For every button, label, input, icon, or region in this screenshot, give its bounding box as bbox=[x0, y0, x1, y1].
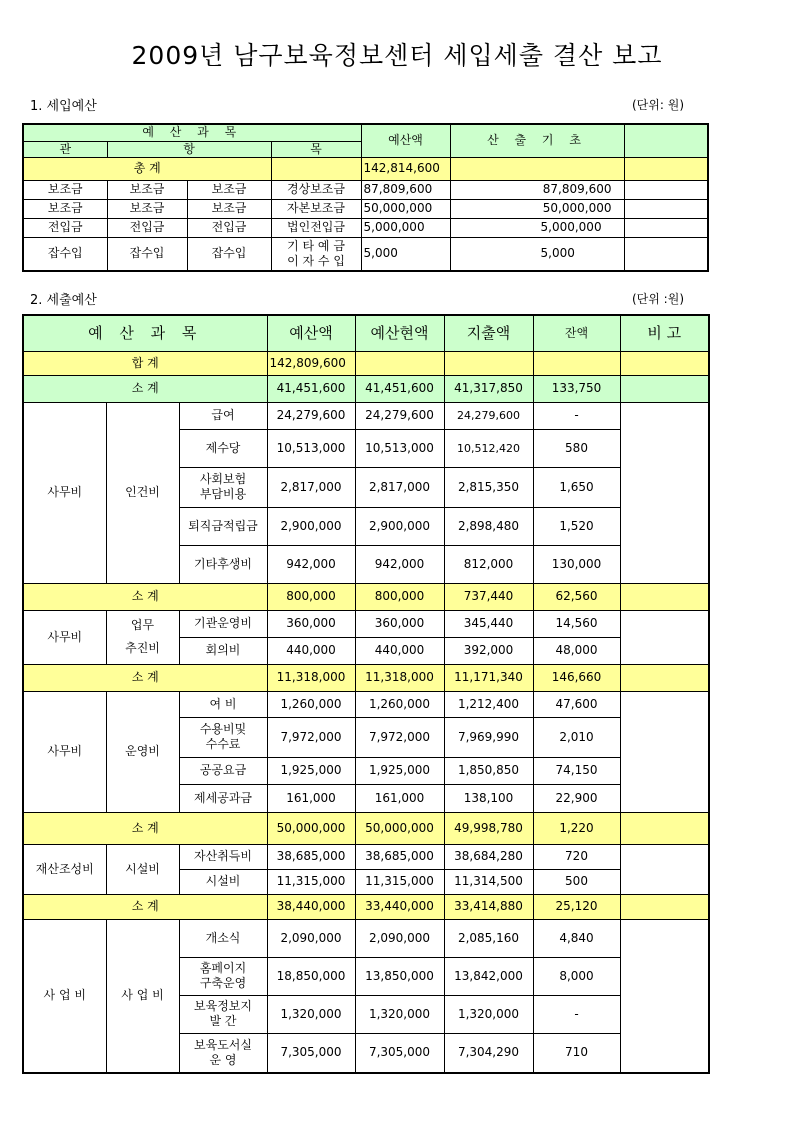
hang-line-2: 추진비 bbox=[125, 641, 160, 655]
current-cell: 11,315,000 bbox=[355, 869, 444, 894]
budget-cell: 2,817,000 bbox=[267, 467, 355, 507]
subtotal-budget: 50,000,000 bbox=[267, 812, 355, 844]
balance-cell: 710 bbox=[533, 1033, 620, 1073]
mok-cell: 제수당 bbox=[179, 429, 267, 467]
revenue-unit: (단위: 원) bbox=[632, 98, 684, 112]
note-cell bbox=[620, 919, 709, 1073]
note-cell bbox=[620, 402, 709, 583]
total-blank bbox=[271, 157, 361, 180]
subtotal-spent: 737,440 bbox=[444, 583, 533, 610]
grand-total-label: 합 계 bbox=[23, 351, 267, 375]
gwan-cell: 사무비 bbox=[23, 691, 106, 812]
mok-cell bbox=[179, 995, 267, 1033]
subtotal-balance: 146,660 bbox=[533, 664, 620, 691]
subtotal-spent: 33,414,880 bbox=[444, 894, 533, 919]
expense-unit: (단위 :원) bbox=[632, 292, 684, 306]
basis-cell: 5,000,000 bbox=[450, 218, 624, 237]
note-cell bbox=[620, 844, 709, 894]
balance-cell: 580 bbox=[533, 429, 620, 467]
header-blank bbox=[624, 124, 708, 157]
current-cell: 38,685,000 bbox=[355, 844, 444, 869]
grand-total-budget: 142,809,600 bbox=[267, 351, 355, 375]
balance-cell: 4,840 bbox=[533, 919, 620, 957]
subtotal-note bbox=[620, 894, 709, 919]
mok-line-1: 보육도서실 bbox=[194, 1037, 252, 1052]
total-basis bbox=[450, 157, 624, 180]
note-cell bbox=[624, 218, 708, 237]
subtotal-balance: 25,120 bbox=[533, 894, 620, 919]
subtotal-row bbox=[23, 664, 709, 691]
spent-cell: 1,850,850 bbox=[444, 757, 533, 784]
subtotal-note bbox=[620, 664, 709, 691]
spent-cell: 2,085,160 bbox=[444, 919, 533, 957]
mok-line-1: 사회보험 bbox=[199, 472, 247, 486]
subtotal-budget: 11,318,000 bbox=[267, 664, 355, 691]
current-cell: 440,000 bbox=[355, 637, 444, 664]
mok-line-1: 보육정보지 bbox=[194, 999, 252, 1013]
subtotal-current: 11,318,000 bbox=[355, 664, 444, 691]
balance-cell: - bbox=[533, 402, 620, 429]
subtotal-current: 41,451,600 bbox=[355, 375, 444, 402]
subtotal-note bbox=[620, 375, 709, 402]
budget-cell: 24,279,600 bbox=[267, 402, 355, 429]
subtotal-row bbox=[23, 375, 709, 402]
mok-cell: 공공요금 bbox=[179, 757, 267, 784]
budget-cell: 440,000 bbox=[267, 637, 355, 664]
budget-cell: 7,972,000 bbox=[267, 717, 355, 757]
expense-table bbox=[22, 314, 710, 1074]
subtotal-note bbox=[620, 583, 709, 610]
budget-cell: 7,305,000 bbox=[267, 1033, 355, 1073]
balance-cell: 130,000 bbox=[533, 545, 620, 583]
spent-cell: 1,212,400 bbox=[444, 691, 533, 717]
subtotal-label: 소 계 bbox=[23, 664, 267, 691]
mok-cell: 보조금 bbox=[187, 199, 271, 218]
note-cell bbox=[624, 199, 708, 218]
note-cell bbox=[624, 180, 708, 199]
subtotal-balance: 62,560 bbox=[533, 583, 620, 610]
current-cell: 7,305,000 bbox=[355, 1033, 444, 1073]
spent-cell: 2,898,480 bbox=[444, 507, 533, 545]
spent-cell: 11,314,500 bbox=[444, 869, 533, 894]
subtotal-row bbox=[23, 583, 709, 610]
basis-cell: 50,000,000 bbox=[450, 199, 624, 218]
mok-line-1: 홈페이지 bbox=[199, 961, 247, 975]
table-row bbox=[23, 919, 709, 957]
mok-line-2: 부담비용 bbox=[199, 487, 247, 501]
hang-cell bbox=[106, 610, 179, 664]
gwan-cell: 사무비 bbox=[23, 402, 106, 583]
budget-cell: 1,320,000 bbox=[267, 995, 355, 1033]
header-basis: 산 출 기 초 bbox=[450, 124, 624, 157]
balance-cell: 8,000 bbox=[533, 957, 620, 995]
subtotal-row bbox=[23, 894, 709, 919]
mok-cell: 자산취득비 bbox=[179, 844, 267, 869]
mok-cell bbox=[179, 467, 267, 507]
table-row bbox=[23, 844, 709, 869]
current-cell: 2,817,000 bbox=[355, 467, 444, 507]
current-cell: 161,000 bbox=[355, 784, 444, 812]
grand-total-balance bbox=[533, 351, 620, 375]
subtotal-current: 50,000,000 bbox=[355, 812, 444, 844]
mok-cell: 시설비 bbox=[179, 869, 267, 894]
sub-line-2: 이 자 수 입 bbox=[287, 253, 345, 268]
table-row bbox=[23, 691, 709, 717]
hang-cell: 시설비 bbox=[106, 844, 179, 894]
mok-cell: 기타후생비 bbox=[179, 545, 267, 583]
hang-cell: 보조금 bbox=[107, 180, 187, 199]
spent-cell: 13,842,000 bbox=[444, 957, 533, 995]
mok-cell: 보조금 bbox=[187, 180, 271, 199]
balance-cell: 1,650 bbox=[533, 467, 620, 507]
mok-cell: 퇴직금적립금 bbox=[179, 507, 267, 545]
hang-cell: 전입금 bbox=[107, 218, 187, 237]
spent-cell: 24,279,600 bbox=[444, 402, 533, 429]
total-note bbox=[624, 157, 708, 180]
mok-cell bbox=[179, 957, 267, 995]
note-cell bbox=[620, 610, 709, 664]
current-cell: 24,279,600 bbox=[355, 402, 444, 429]
budget-cell: 942,000 bbox=[267, 545, 355, 583]
table-row bbox=[23, 199, 708, 218]
gwan-cell: 전입금 bbox=[23, 218, 107, 237]
gwan-cell: 보조금 bbox=[23, 180, 107, 199]
current-cell: 2,090,000 bbox=[355, 919, 444, 957]
hang-cell: 잡수입 bbox=[107, 237, 187, 271]
expense-section-title: 2. 세출예산 bbox=[30, 293, 97, 308]
gwan-cell: 보조금 bbox=[23, 199, 107, 218]
balance-cell: 22,900 bbox=[533, 784, 620, 812]
basis-cell: 5,000 bbox=[450, 237, 624, 271]
grand-total-note bbox=[620, 351, 709, 375]
basis-cell: 87,809,600 bbox=[450, 180, 624, 199]
current-cell: 360,000 bbox=[355, 610, 444, 637]
budget-cell: 1,260,000 bbox=[267, 691, 355, 717]
gwan-cell: 사무비 bbox=[23, 610, 106, 664]
subtotal-note bbox=[620, 812, 709, 844]
mok-cell: 전입금 bbox=[187, 218, 271, 237]
hang-cell: 보조금 bbox=[107, 199, 187, 218]
gwan-cell: 사 업 비 bbox=[23, 919, 106, 1073]
gwan-cell: 재산조성비 bbox=[23, 844, 106, 894]
current-cell: 13,850,000 bbox=[355, 957, 444, 995]
mok-line-2: 발 간 bbox=[209, 1014, 237, 1028]
subtotal-label: 소 계 bbox=[23, 583, 267, 610]
header-note: 비 고 bbox=[620, 315, 709, 351]
sub-cell bbox=[271, 237, 361, 271]
mok-cell: 제세공과금 bbox=[179, 784, 267, 812]
mok-cell: 기관운영비 bbox=[179, 610, 267, 637]
current-cell: 1,320,000 bbox=[355, 995, 444, 1033]
header-gwan: 관 bbox=[23, 141, 107, 157]
current-cell: 2,900,000 bbox=[355, 507, 444, 545]
balance-cell: 500 bbox=[533, 869, 620, 894]
budget-cell: 1,925,000 bbox=[267, 757, 355, 784]
balance-cell: 47,600 bbox=[533, 691, 620, 717]
mok-line-2: 수수료 bbox=[205, 737, 241, 751]
budget-cell: 161,000 bbox=[267, 784, 355, 812]
current-cell: 1,260,000 bbox=[355, 691, 444, 717]
budget-cell: 11,315,000 bbox=[267, 869, 355, 894]
table-row bbox=[23, 402, 709, 429]
hang-cell: 운영비 bbox=[106, 691, 179, 812]
subtotal-budget: 800,000 bbox=[267, 583, 355, 610]
total-value: 142,814,600 bbox=[361, 157, 450, 180]
mok-cell: 잡수입 bbox=[187, 237, 271, 271]
header-category: 예 산 과 목 bbox=[23, 315, 267, 351]
header-budget: 예산액 bbox=[267, 315, 355, 351]
revenue-section-title: 1. 세입예산 bbox=[30, 99, 97, 114]
current-cell: 1,925,000 bbox=[355, 757, 444, 784]
mok-cell bbox=[179, 1033, 267, 1073]
sub-line-1: 기 타 예 금 bbox=[287, 238, 345, 253]
header-category: 예 산 과 목 bbox=[23, 124, 361, 141]
mok-cell bbox=[179, 717, 267, 757]
mok-line-2: 운 영 bbox=[209, 1052, 237, 1067]
balance-cell: 74,150 bbox=[533, 757, 620, 784]
gwan-cell: 잡수입 bbox=[23, 237, 107, 271]
current-cell: 942,000 bbox=[355, 545, 444, 583]
header-spent: 지출액 bbox=[444, 315, 533, 351]
spent-cell: 1,320,000 bbox=[444, 995, 533, 1033]
budget-cell: 5,000 bbox=[361, 237, 450, 271]
header-budget: 예산액 bbox=[361, 124, 450, 157]
mok-cell: 급여 bbox=[179, 402, 267, 429]
balance-cell: 14,560 bbox=[533, 610, 620, 637]
spent-cell: 10,512,420 bbox=[444, 429, 533, 467]
header-mok: 목 bbox=[271, 141, 361, 157]
header-balance: 잔액 bbox=[533, 315, 620, 351]
spent-cell: 812,000 bbox=[444, 545, 533, 583]
subtotal-label: 소 계 bbox=[23, 894, 267, 919]
budget-cell: 360,000 bbox=[267, 610, 355, 637]
hang-line-1: 업무 bbox=[130, 618, 155, 632]
total-label: 총 계 bbox=[23, 157, 271, 180]
note-cell bbox=[620, 691, 709, 812]
sub-cell: 자본보조금 bbox=[271, 199, 361, 218]
spent-cell: 392,000 bbox=[444, 637, 533, 664]
balance-cell: 720 bbox=[533, 844, 620, 869]
subtotal-balance: 133,750 bbox=[533, 375, 620, 402]
table-row bbox=[23, 237, 708, 271]
balance-cell: 1,520 bbox=[533, 507, 620, 545]
subtotal-spent: 41,317,850 bbox=[444, 375, 533, 402]
spent-cell: 7,969,990 bbox=[444, 717, 533, 757]
mok-line-1: 수용비및 bbox=[199, 722, 247, 736]
subtotal-current: 33,440,000 bbox=[355, 894, 444, 919]
subtotal-budget: 41,451,600 bbox=[267, 375, 355, 402]
spent-cell: 138,100 bbox=[444, 784, 533, 812]
subtotal-budget: 38,440,000 bbox=[267, 894, 355, 919]
mok-cell: 여 비 bbox=[179, 691, 267, 717]
revenue-table bbox=[22, 123, 709, 272]
balance-cell: 2,010 bbox=[533, 717, 620, 757]
budget-cell: 18,850,000 bbox=[267, 957, 355, 995]
grand-total-current bbox=[355, 351, 444, 375]
subtotal-current: 800,000 bbox=[355, 583, 444, 610]
budget-cell: 2,900,000 bbox=[267, 507, 355, 545]
sub-cell: 경상보조금 bbox=[271, 180, 361, 199]
page-title: 2009년 남구보육정보센터 세입세출 결산 보고 bbox=[131, 41, 663, 70]
mok-cell: 개소식 bbox=[179, 919, 267, 957]
current-cell: 10,513,000 bbox=[355, 429, 444, 467]
mok-line-2: 구축운영 bbox=[199, 976, 247, 990]
mok-cell: 회의비 bbox=[179, 637, 267, 664]
subtotal-label: 소 계 bbox=[23, 375, 267, 402]
sub-cell: 법인전입금 bbox=[271, 218, 361, 237]
hang-cell: 사 업 비 bbox=[106, 919, 179, 1073]
note-cell bbox=[624, 237, 708, 271]
spent-cell: 345,440 bbox=[444, 610, 533, 637]
budget-cell: 2,090,000 bbox=[267, 919, 355, 957]
header-hang: 항 bbox=[107, 141, 271, 157]
subtotal-row bbox=[23, 812, 709, 844]
hang-cell: 인건비 bbox=[106, 402, 179, 583]
balance-cell: 48,000 bbox=[533, 637, 620, 664]
subtotal-spent: 11,171,340 bbox=[444, 664, 533, 691]
subtotal-label: 소 계 bbox=[23, 812, 267, 844]
spent-cell: 7,304,290 bbox=[444, 1033, 533, 1073]
spent-cell: 38,684,280 bbox=[444, 844, 533, 869]
balance-cell: - bbox=[533, 995, 620, 1033]
spent-cell: 2,815,350 bbox=[444, 467, 533, 507]
grand-total-spent bbox=[444, 351, 533, 375]
table-row bbox=[23, 218, 708, 237]
budget-cell: 50,000,000 bbox=[361, 199, 450, 218]
subtotal-balance: 1,220 bbox=[533, 812, 620, 844]
subtotal-spent: 49,998,780 bbox=[444, 812, 533, 844]
budget-cell: 5,000,000 bbox=[361, 218, 450, 237]
current-cell: 7,972,000 bbox=[355, 717, 444, 757]
budget-cell: 38,685,000 bbox=[267, 844, 355, 869]
budget-cell: 87,809,600 bbox=[361, 180, 450, 199]
table-row bbox=[23, 180, 708, 199]
table-row bbox=[23, 610, 709, 637]
header-current: 예산현액 bbox=[355, 315, 444, 351]
budget-cell: 10,513,000 bbox=[267, 429, 355, 467]
